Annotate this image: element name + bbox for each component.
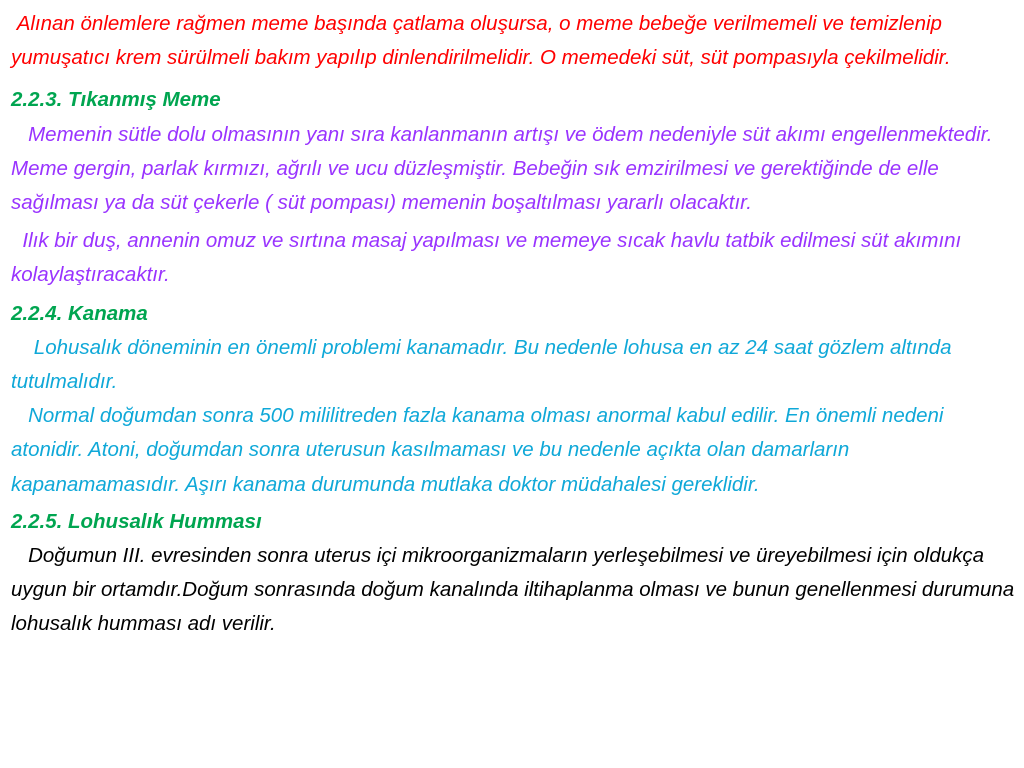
heading-puerperal-fever: 2.2.5. Lohusalık Humması [11, 509, 262, 533]
paragraph-blocked-breast: Memenin sütle dolu olmasının yanı sıra kanlanmanın artışı ve ödem nedeniyle süt akımı engellenmektedir. Meme gergin, parlak kırmızı, ağrılı ve ucu düzleşmiştir. Bebeğin sık emzirilmesi ve gerektiğinde de elle sağılması ya da süt çekerle ( süt pompası) memenin boşaltılması yararlı olacaktır. [11, 122, 999, 215]
paragraph-warm-shower: Ilık bir duş, annenin omuz ve sırtına masaj yapılması ve memeye sıcak havlu tatbik edilmesi süt akımını kolaylaştıracaktır. [11, 229, 967, 287]
paragraph-bleeding-atony: Normal doğumdan sonra 500 mililitreden fazla kanama olması anormal kabul edilir. En önemli nedeni atonidir. Atoni, doğumdan sonra uterusun kasılmaması ve bu nedenle açıkta olan damarların kapanamamasıdır. Aşırı kanama durumunda mutlaka doktor müdahalesi gereklidir. [11, 404, 950, 496]
slide-body [11, 7, 1020, 642]
paragraph-bleeding-observation: Lohusalık döneminin en önemli problemi kanamadır. Bu nedenle lohusa en az 24 saat gözlem altında tutulmalıdır. [11, 335, 958, 394]
heading-bleeding: 2.2.4. Kanama [11, 301, 148, 325]
paragraph-puerperal-fever: Doğumun III. evresinden sonra uterus içi mikroorganizmaların yerleşebilmesi ve üreyebilmesi için oldukça uygun bir ortamdır.Doğum sonrasında doğum kanalında iltihaplanma olması ve bunun genellenmesi durumuna lohusalık humması adı verilir. [11, 544, 1020, 636]
paragraph-cracked-nipple: Alınan önlemlere rağmen meme başında çatlama oluşursa, o meme bebeğe verilmemeli ve temizlenip yumuşatıcı krem sürülmeli bakım yapılıp dinlendirilmelidir. O memedeki süt, süt pompasıyla çekilmelidir. [11, 12, 951, 70]
heading-blocked-breast: 2.2.3. Tıkanmış Meme [11, 88, 221, 112]
